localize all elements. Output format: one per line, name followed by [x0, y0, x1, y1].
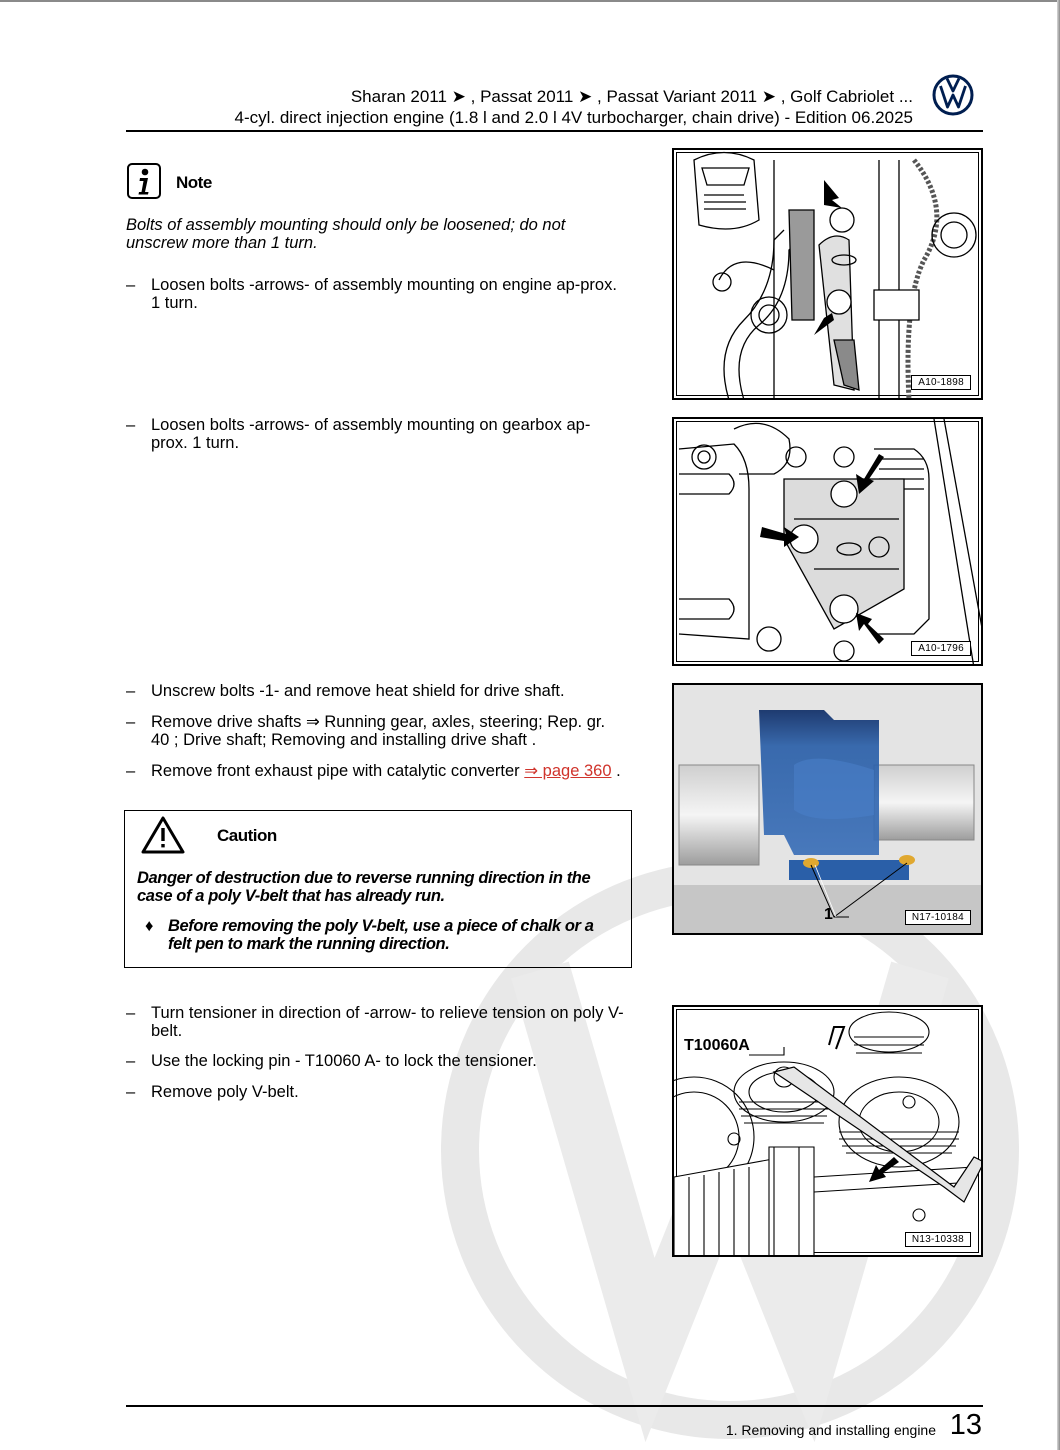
- figure-heat-shield: [672, 683, 983, 935]
- note-title: Note: [176, 173, 212, 192]
- step-text: Use the locking pin - T10060 A- to lock the tensioner.: [151, 1052, 537, 1070]
- step-text: Unscrew bolts -1- and remove heat shield for drive shaft.: [151, 682, 565, 700]
- gearbox-mount-illustration: [674, 419, 983, 666]
- caution-bullet-text: Before removing the poly V-belt, use a piece of chalk or a felt pen to mark the running direction.: [168, 917, 594, 953]
- step-dash: –: [126, 713, 136, 731]
- warning-icon: [140, 815, 186, 855]
- figure-label: N13-10338: [905, 1232, 971, 1247]
- step-item: [126, 713, 626, 749]
- figure-label: A10-1796: [911, 641, 971, 656]
- step-text: Remove drive shafts ⇒ Running gear, axles, steering; Rep. gr. 40 ; Drive shaft; Removing and installing drive shaft .: [151, 713, 606, 749]
- heat-shield-illustration: [674, 685, 983, 935]
- header-divider: [126, 130, 983, 132]
- step-text: [151, 762, 626, 780]
- step-item: [126, 276, 626, 312]
- diamond-bullet-icon: ♦: [145, 917, 154, 935]
- figure-gearbox-mount: [672, 417, 983, 666]
- page-360-link[interactable]: ⇒ page 360: [524, 762, 612, 780]
- header-models: Sharan 2011 ➤ , Passat 2011 ➤ , Passat Variant 2011 ➤ , Golf Cabriolet ...: [350, 87, 913, 106]
- note-body: Bolts of assembly mounting should only be loosened; do not unscrew more than 1 turn.: [126, 216, 566, 252]
- step-item: [126, 1083, 626, 1101]
- step-text-end: .: [611, 762, 621, 780]
- step-item: [126, 762, 626, 780]
- figure-callout-1: 1: [824, 906, 833, 923]
- figure-label: A10-1898: [911, 375, 971, 390]
- step-dash: –: [126, 416, 136, 434]
- page-frame-top: [0, 0, 1060, 2]
- step-item: [126, 682, 626, 700]
- step-dash: –: [126, 682, 136, 700]
- figure-engine-mount: [672, 148, 983, 400]
- step-item: [126, 416, 626, 452]
- step-dash: –: [126, 1004, 136, 1022]
- step-text: Loosen bolts -arrows- of assembly mounting on gearbox ap-prox. 1 turn.: [151, 416, 591, 452]
- step-text: Remove poly V-belt.: [151, 1083, 299, 1101]
- page-number: 13: [949, 1409, 982, 1441]
- caution-bullet: [145, 917, 615, 953]
- step-dash: –: [126, 762, 136, 780]
- step-dash: –: [126, 1083, 136, 1101]
- header-engine-title: 4-cyl. direct injection engine (1.8 l and 2.0 l 4V turbocharger, chain drive) - Edition 06.2025: [234, 108, 913, 127]
- footer-section-title: 1. Removing and installing engine: [725, 1422, 936, 1438]
- caution-title: Caution: [217, 826, 277, 845]
- step-text: Loosen bolts -arrows- of assembly mounting on engine ap-prox. 1 turn.: [151, 276, 617, 312]
- figure-label: N17-10184: [905, 910, 971, 925]
- step-item: [126, 1052, 626, 1070]
- figure-tensioner: [672, 1005, 983, 1257]
- vw-logo-icon: [932, 74, 974, 116]
- step-text: Turn tensioner in direction of -arrow- to relieve tension on poly V-belt.: [151, 1004, 624, 1040]
- step-text-main: Remove front exhaust pipe with catalytic converter: [151, 762, 525, 780]
- figure-callout-tool: T10060A: [684, 1037, 750, 1054]
- caution-body: Danger of destruction due to reverse running direction in the case of a poly V-belt that has already run.: [137, 869, 591, 905]
- footer-divider: [126, 1405, 983, 1407]
- step-item: [126, 1004, 626, 1040]
- step-dash: –: [126, 1052, 136, 1070]
- engine-mount-illustration: [674, 150, 983, 400]
- info-icon: [127, 163, 161, 199]
- step-dash: –: [126, 276, 136, 294]
